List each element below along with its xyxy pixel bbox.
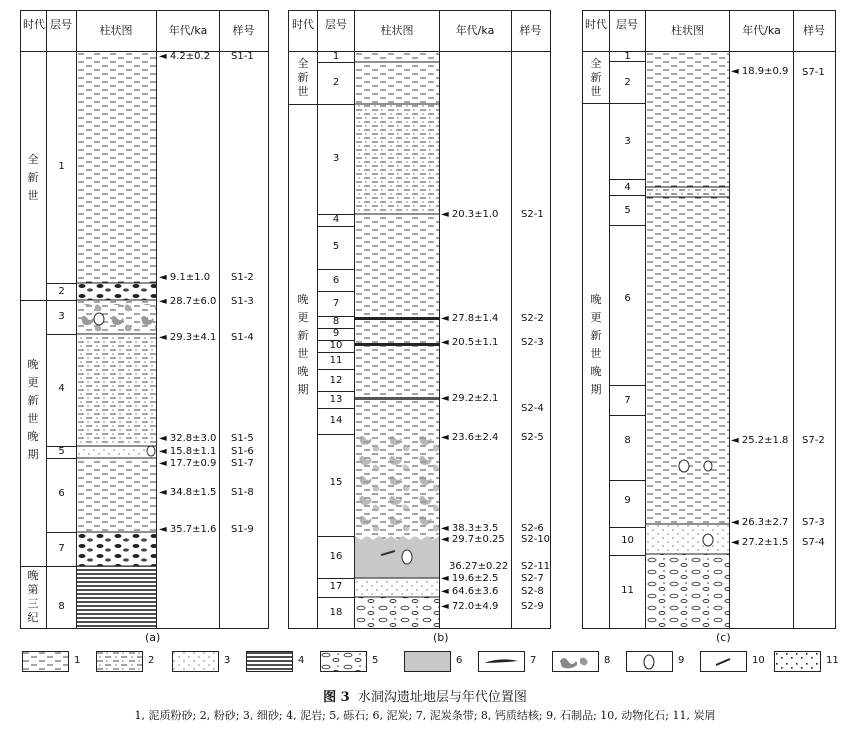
age-b-8: 36.27±0.22	[449, 561, 509, 572]
age-a-5: ◄ 32.8±3.0	[159, 433, 217, 444]
layer-a-8: 8	[58, 601, 65, 612]
age-a-7: ◄ 17.7±0.9	[159, 458, 217, 469]
sample-b-6: S2-6	[521, 523, 544, 534]
layer-c-6: 6	[624, 293, 631, 304]
sample-a-9: S1-9	[231, 524, 254, 535]
sample-a-2: S1-2	[231, 272, 254, 283]
age-b-5: ◄ 23.6±2.4	[441, 432, 499, 443]
header-layer: 层号	[50, 18, 72, 31]
panel-b	[288, 10, 551, 629]
panel-a-label: (a)	[145, 631, 161, 644]
age-c-2: ◄ 25.2±1.8	[731, 435, 789, 446]
layer-a-4: 4	[58, 383, 65, 394]
legend-label-1: 1	[74, 655, 81, 666]
layer-c-5: 5	[624, 205, 631, 216]
age-a-4: ◄ 29.3±4.1	[159, 332, 217, 343]
sample-b-2: S2-2	[521, 313, 544, 324]
layer-c-2: 2	[624, 77, 631, 88]
era-b-late-pleistocene: 晚 更 新 世 晚 期	[297, 293, 309, 396]
sample-b-8: S2-11	[521, 561, 551, 572]
layer-b-4: 4	[332, 214, 340, 225]
sample-c-2: S7-2	[802, 435, 825, 446]
header-layer-c: 层号	[616, 18, 638, 31]
layer-b-3: 3	[332, 153, 340, 164]
legend-label-10: 10	[752, 655, 765, 666]
age-b-11: ◄ 72.0±4.9	[441, 601, 499, 612]
era-a-holocene: 全 新 世	[27, 153, 39, 202]
sample-a-3: S1-3	[231, 296, 254, 307]
legend-swatch-1	[22, 651, 70, 673]
header-age: 年代/ka	[168, 24, 208, 37]
era-b-holocene: 全 新 世	[297, 57, 309, 98]
layer-b-9: 9	[332, 328, 340, 339]
age-a-8: ◄ 34.8±1.5	[159, 487, 217, 498]
layer-c-8: 8	[624, 435, 631, 446]
era-a-neogene: 晚 第 三 纪	[27, 569, 39, 624]
sample-b-9: S2-7	[521, 573, 544, 584]
layer-b-18: 18	[329, 607, 343, 618]
age-c-4: ◄ 27.2±1.5	[731, 537, 789, 548]
legend-swatch-4	[246, 651, 294, 673]
layer-b-15: 15	[329, 477, 343, 488]
layer-b-1: 1	[332, 51, 340, 62]
legend-swatch-10	[700, 651, 748, 673]
age-a-3: ◄ 28.7±6.0	[159, 296, 217, 307]
layer-a-7: 7	[58, 543, 65, 554]
era-c-late-pleistocene: 晚 更 新 世 晚 期	[590, 293, 602, 396]
panel-c	[582, 10, 836, 629]
age-b-2: ◄ 27.8±1.4	[441, 313, 499, 324]
header-layer-b: 层号	[325, 18, 347, 31]
header-era: 时代	[23, 18, 45, 31]
layer-b-2: 2	[332, 77, 340, 88]
sample-a-6: S1-6	[231, 446, 254, 457]
layer-c-7: 7	[624, 395, 631, 406]
sample-a-1: S1-1	[231, 51, 254, 62]
age-b-7: ◄ 29.7±0.25	[441, 534, 505, 545]
header-sample-b: 样号	[519, 24, 542, 37]
sample-a-4: S1-4	[231, 332, 254, 343]
sample-c-1: S7-1	[802, 67, 825, 78]
era-c-holocene: 全 新 世	[590, 57, 602, 98]
layer-b-5: 5	[332, 241, 340, 252]
age-a-6: ◄ 15.8±1.1	[159, 446, 217, 457]
legend-swatch-6	[404, 651, 452, 673]
legend	[22, 649, 842, 675]
legend-swatch-8	[552, 651, 600, 673]
legend-label-6: 6	[456, 655, 463, 666]
sample-b-1: S2-1	[521, 209, 544, 220]
figure-caption	[0, 686, 850, 705]
layer-b-8: 8	[332, 316, 340, 327]
age-c-3: ◄ 26.3±2.7	[731, 517, 789, 528]
layer-b-12: 12	[329, 375, 343, 386]
sample-c-4: S7-4	[802, 537, 825, 548]
age-b-6: ◄ 38.3±3.5	[441, 523, 499, 534]
sample-b-3: S2-3	[521, 337, 544, 348]
header-age-c: 年代/ka	[742, 24, 781, 37]
legend-label-5: 5	[372, 655, 379, 666]
sample-b-4: S2-4	[521, 403, 544, 414]
header-column-c: 柱状图	[671, 24, 704, 37]
figure-legend-text: 1, 泥质粉砂; 2, 粉砂; 3, 细砂; 4, 泥岩; 5, 砾石; 6, 泥炭; 7, 泥炭条带; 8, 钙质结核; 9, 石制品; 10, 动物化石; 11, 炭屑	[134, 709, 716, 722]
header-age-b: 年代/ka	[455, 24, 495, 37]
legend-label-11: 11	[826, 655, 839, 666]
layer-b-17: 17	[329, 581, 343, 592]
age-b-3: ◄ 20.5±1.1	[441, 337, 499, 348]
sample-b-5: S2-5	[521, 432, 544, 443]
age-b-1: ◄ 20.3±1.0	[441, 209, 499, 220]
sample-c-3: S7-3	[802, 517, 825, 528]
figure-number: 图 3	[323, 690, 350, 705]
legend-label-7: 7	[530, 655, 537, 666]
header-sample-c: 样号	[803, 24, 825, 37]
layer-b-16: 16	[329, 551, 343, 562]
legend-swatch-7	[478, 651, 526, 673]
legend-swatch-2	[96, 651, 144, 673]
layer-c-1: 1	[624, 51, 631, 62]
layer-c-9: 9	[624, 495, 631, 506]
layer-a-1: 1	[58, 161, 65, 172]
legend-label-4: 4	[298, 655, 305, 666]
age-b-10: ◄ 64.6±3.6	[441, 586, 499, 597]
layer-a-3: 3	[58, 311, 65, 322]
header-era-c: 时代	[585, 18, 607, 31]
layer-b-10: 10	[329, 340, 343, 351]
sample-a-7: S1-7	[231, 458, 254, 469]
panel-c-label: (c)	[716, 631, 731, 644]
layer-c-4: 4	[624, 182, 631, 193]
header-column-b: 柱状图	[380, 24, 414, 37]
age-b-4: ◄ 29.2±2.1	[441, 393, 499, 404]
layer-b-13: 13	[329, 394, 343, 405]
age-a-2: ◄ 9.1±1.0	[159, 272, 211, 283]
sample-b-11: S2-9	[521, 601, 544, 612]
age-a-1: ◄ 4.2±0.2	[159, 51, 211, 62]
layer-b-14: 14	[329, 415, 343, 426]
layer-c-11: 11	[621, 585, 634, 596]
legend-swatch-11	[774, 651, 822, 673]
legend-swatch-5	[320, 651, 368, 673]
era-a-late-pleistocene: 晚 更 新 世 晚 期	[27, 358, 39, 461]
layer-a-5: 5	[58, 446, 65, 457]
age-b-9: ◄ 19.6±2.5	[441, 573, 499, 584]
layer-a-6: 6	[58, 488, 65, 499]
legend-label-8: 8	[604, 655, 611, 666]
panel-c-column	[646, 52, 729, 628]
panel-a-column	[77, 52, 156, 628]
layer-b-6: 6	[332, 275, 340, 286]
header-sample: 样号	[232, 24, 255, 37]
layer-a-2: 2	[58, 286, 65, 297]
panel-a	[20, 10, 269, 629]
header-column: 柱状图	[99, 24, 133, 37]
legend-label-2: 2	[148, 655, 155, 666]
legend-swatch-9	[626, 651, 674, 673]
layer-b-7: 7	[332, 298, 340, 309]
layer-b-11: 11	[329, 355, 343, 366]
sample-b-10: S2-8	[521, 586, 544, 597]
sample-a-5: S1-5	[231, 433, 254, 444]
legend-label-3: 3	[224, 655, 231, 666]
figure-title: 水洞沟遗址地层与年代位置图	[357, 690, 527, 705]
layer-c-3: 3	[624, 136, 631, 147]
age-a-9: ◄ 35.7±1.6	[159, 524, 217, 535]
layer-c-10: 10	[621, 535, 634, 546]
age-c-1: ◄ 18.9±0.9	[731, 66, 789, 77]
sample-b-7: S2-10	[521, 534, 551, 545]
panel-b-column	[355, 52, 439, 628]
legend-swatch-3	[172, 651, 220, 673]
sample-a-8: S1-8	[231, 487, 254, 498]
header-era-b: 时代	[292, 18, 314, 31]
legend-label-9: 9	[678, 655, 685, 666]
panel-b-label: (b)	[433, 631, 449, 644]
